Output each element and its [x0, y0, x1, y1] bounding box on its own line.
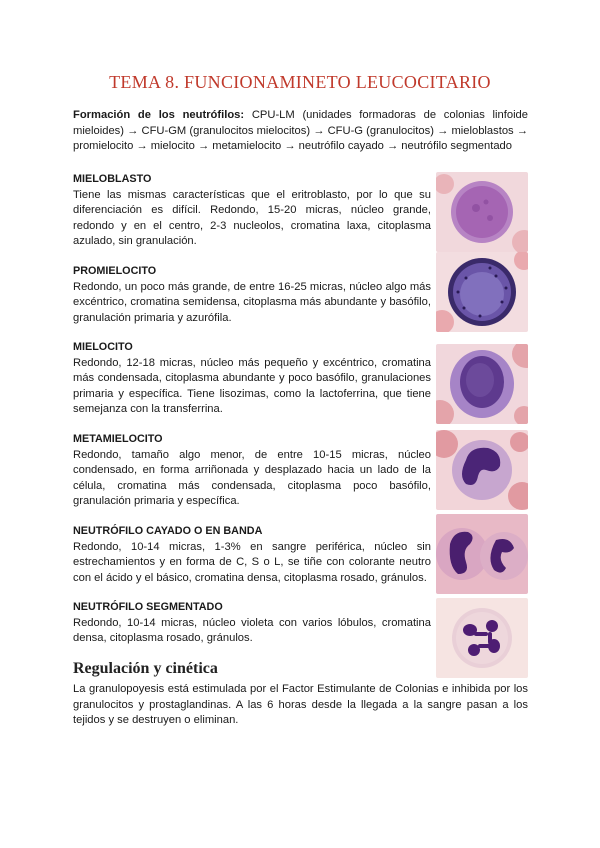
section-body: Redondo, 12-18 micras, núcleo más pequeño y excéntrico, cromatina más condensada, citoplasma abundante y poco basófilo, granulaciones primaria y específica. Tiene lisozimas, como la lactoferrina, que tiene semejanza con la transferrina.: [73, 356, 431, 416]
section-promielocito: [73, 264, 431, 326]
section-neutrofilo-segmentado: [73, 600, 431, 647]
section-body: Redondo, 10-14 micras, 1-3% en sangre periférica, núcleo sin estrechamientos y en forma de C, S o L, se tiñe con colorante neutro con el ácido y el básico, cromatina densa, citoplasma rosado, gránulos.: [73, 540, 431, 584]
intro-label: Formación de los neutrófilos:: [73, 109, 245, 121]
section-body: Redondo, tamaño algo menor, de entre 10-15 micras, núcleo condensado, en forma arriñonada y desplazado hacia un lado de la célula, cromatina más condensada, citoplasma poco basófilo, granulación primaria y específica.: [73, 448, 431, 508]
section-heading: PROMIELOCITO: [73, 265, 157, 277]
section-heading: METAMIELOCITO: [73, 433, 163, 445]
metamyelocyte-micrograph-icon: [436, 430, 528, 510]
section-body: Tiene las mismas características que el eritroblasto, por lo que su diferenciación es difícil. Redondo, 15-20 micras, núcleo grande, redondo y en el centro, 2-3 nucleolos, cromatina laxa, citoplasma azulado, sin granulación.: [73, 188, 431, 248]
intro-text: CPU-LM (unidades formadoras de colonias linfoide mieloides) → CFU-GM (granulocitos mielocitos) → CFU-G (granulocitos) → mieloblastos → promielocito → mielocito → metamielocito → neutrófilo cayado → neutrófilo segmentado: [73, 109, 528, 153]
intro-paragraph: [73, 108, 528, 155]
myelocyte-micrograph-icon: [436, 344, 528, 424]
regulation-paragraph: La granulopoyesis está estimulada por el Factor Estimulante de Colonias e inhibida por los granulocitos y prostaglandinas. A las 6 horas desde la llegada a la sangre pasan a los tejidos y se destruyen o eliminan.: [73, 683, 528, 727]
segmented-neutrophil-micrograph-icon: [436, 598, 528, 678]
section-heading: MIELOBLASTO: [73, 173, 152, 185]
section-body: Redondo, un poco más grande, de entre 16-25 micras, núcleo algo más excéntrico, cromatina semidensa, citoplasma más abundante y basófilo, granulación primaria y azurófila.: [73, 280, 431, 324]
section-heading: NEUTRÓFILO CAYADO O EN BANDA: [73, 525, 263, 537]
section-neutrofilo-cayado: [73, 524, 431, 586]
section-mieloblasto: [73, 172, 431, 250]
myeloblast-micrograph-icon: [436, 172, 528, 252]
page-title: TEMA 8. FUNCIONAMINETO LEUCOCITARIO: [109, 72, 491, 92]
section-mielocito: [73, 340, 431, 418]
section-metamielocito: [73, 432, 431, 510]
band-neutrophil-micrograph-icon: [436, 514, 528, 594]
section-body: Redondo, 10-14 micras, núcleo violeta con varios lóbulos, cromatina densa, citoplasma rosado, gránulos.: [73, 616, 431, 645]
section-heading: NEUTRÓFILO SEGMENTADO: [73, 601, 223, 613]
section-heading: MIELOCITO: [73, 341, 133, 353]
regulation-heading: Regulación y cinética: [73, 660, 218, 677]
promyelocyte-micrograph-icon: [436, 252, 528, 332]
